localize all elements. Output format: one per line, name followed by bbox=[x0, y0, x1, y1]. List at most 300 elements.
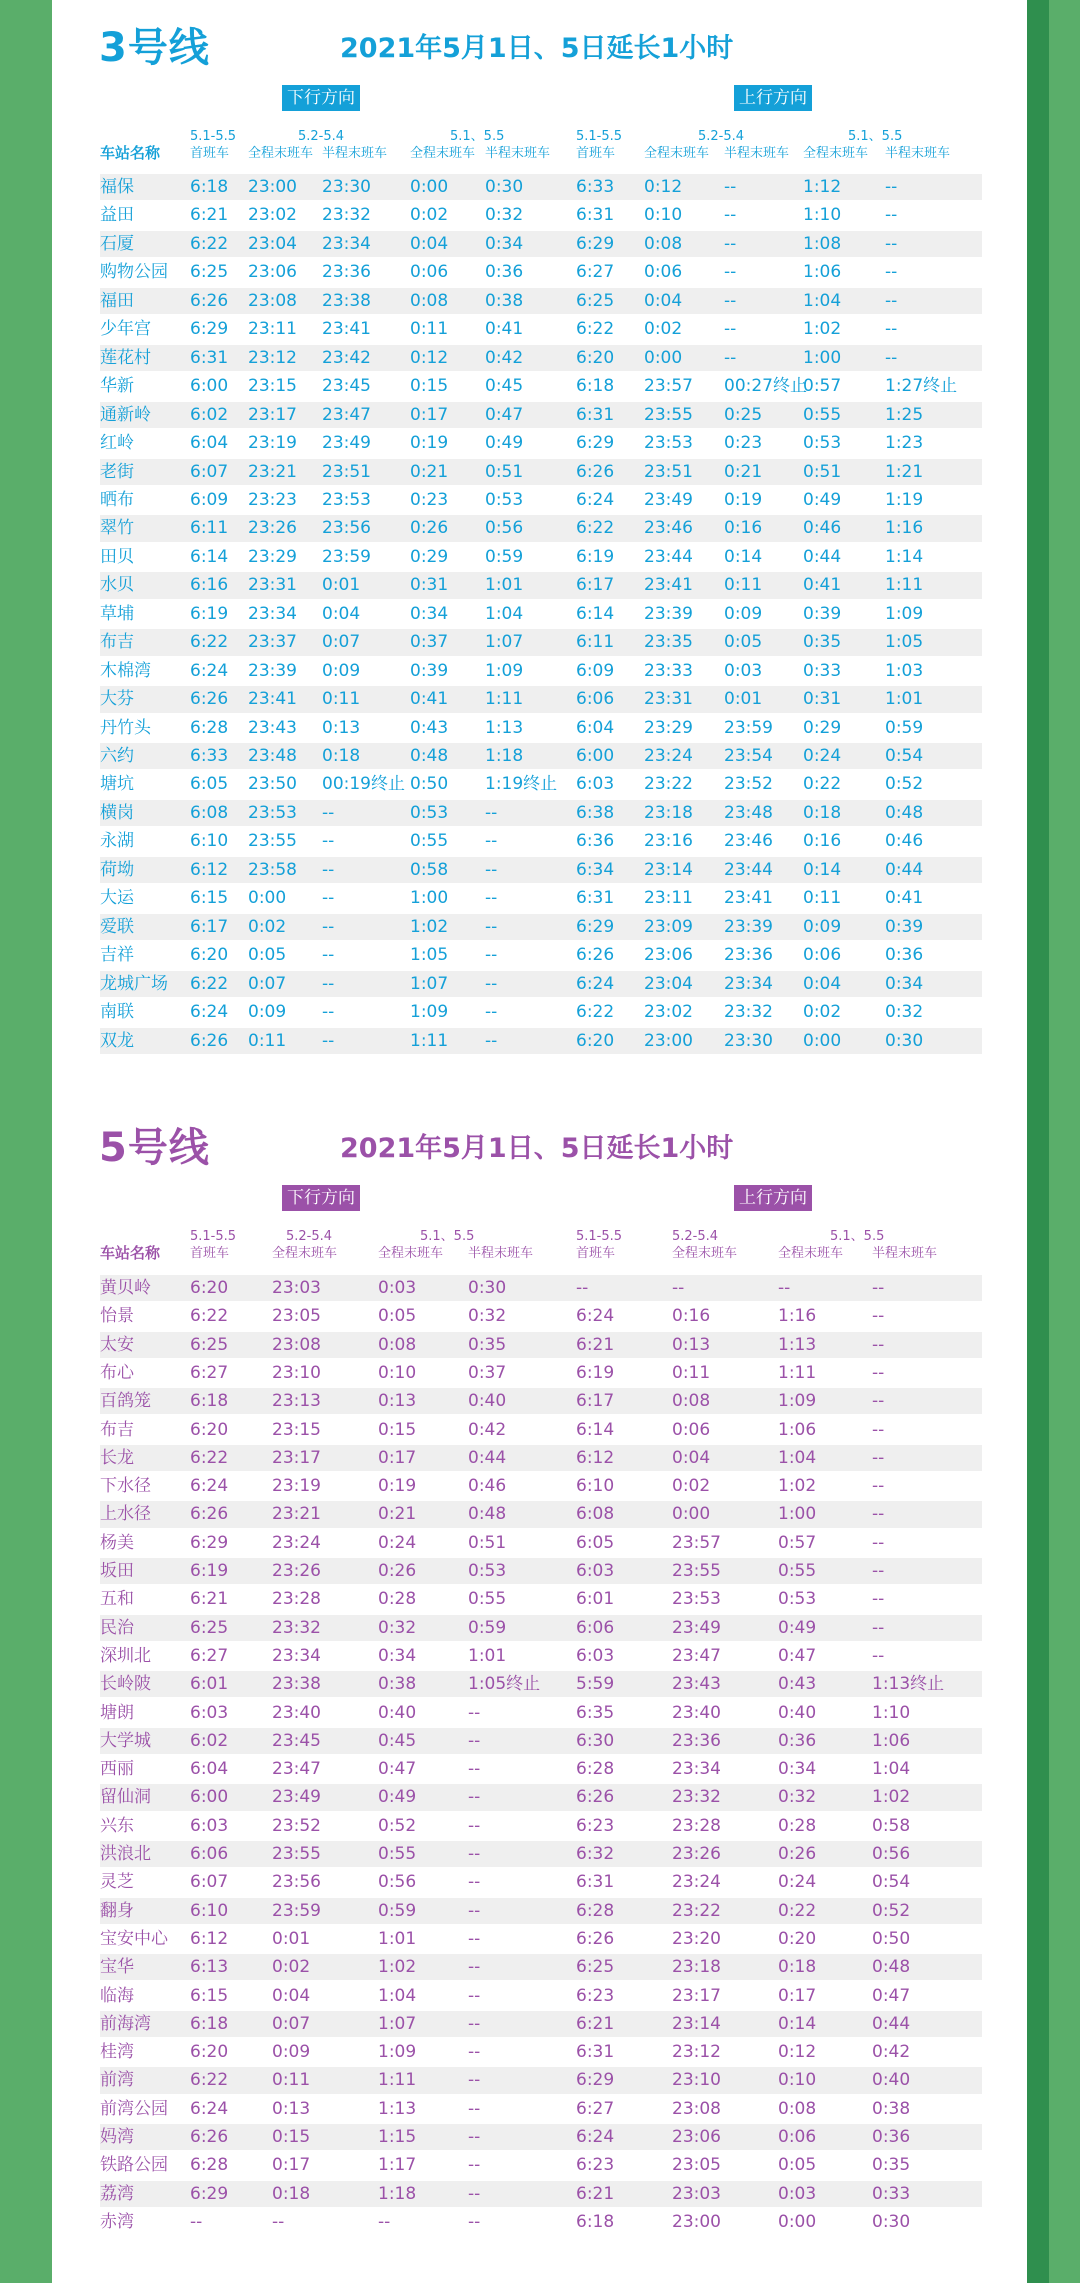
time-cell: 0:41 bbox=[485, 319, 524, 340]
station-name: 大学城 bbox=[100, 1730, 151, 1751]
time-cell: 23:11 bbox=[248, 319, 297, 340]
header-date-range: 5.2-5.4 bbox=[298, 129, 345, 144]
time-cell: 0:10 bbox=[778, 2070, 817, 2091]
time-cell: 23:31 bbox=[248, 575, 297, 596]
time-cell: 1:17 bbox=[378, 2155, 417, 2176]
table-row bbox=[100, 288, 982, 314]
header-date-range: 5.1、5.5 bbox=[848, 129, 903, 144]
time-cell: 6:02 bbox=[190, 404, 229, 425]
time-cell: -- bbox=[885, 290, 898, 311]
table-row bbox=[100, 1417, 982, 1443]
right-dark-stripe bbox=[1027, 0, 1049, 2283]
left-green-stripe bbox=[0, 0, 52, 2283]
time-cell: 0:35 bbox=[468, 1334, 507, 1355]
header-date-range: 5.1-5.5 bbox=[190, 129, 237, 144]
time-cell: 6:21 bbox=[576, 2013, 615, 2034]
time-cell: 0:00 bbox=[248, 888, 287, 909]
time-cell: 0:24 bbox=[378, 1532, 417, 1553]
station-name: 红岭 bbox=[100, 433, 134, 454]
time-cell: 0:51 bbox=[468, 1532, 507, 1553]
time-cell: 0:25 bbox=[724, 404, 763, 425]
table-row bbox=[100, 1473, 982, 1499]
time-cell: 23:04 bbox=[248, 233, 297, 254]
station-name: 前湾公园 bbox=[100, 2098, 168, 2119]
time-cell: -- bbox=[672, 1278, 685, 1298]
time-cell: 23:08 bbox=[248, 290, 297, 311]
time-cell: 0:57 bbox=[803, 376, 842, 397]
time-cell: 23:39 bbox=[248, 660, 297, 681]
time-cell: 6:22 bbox=[190, 1306, 229, 1327]
table-row bbox=[100, 1558, 982, 1584]
time-cell: 23:19 bbox=[272, 1476, 321, 1497]
time-cell: 23:24 bbox=[644, 746, 693, 766]
station-name: 通新岭 bbox=[100, 404, 151, 425]
time-cell: -- bbox=[885, 205, 898, 226]
time-cell: 6:19 bbox=[576, 546, 615, 567]
time-cell: -- bbox=[468, 1702, 481, 1723]
table-row bbox=[100, 800, 982, 826]
time-cell: -- bbox=[724, 177, 737, 197]
time-cell: 0:17 bbox=[378, 1447, 417, 1468]
station-name: 荔湾 bbox=[100, 2183, 134, 2204]
time-cell: -- bbox=[872, 1476, 885, 1497]
table-row bbox=[100, 686, 982, 712]
header-column-label: 全程末班车 bbox=[410, 146, 476, 161]
time-cell: 23:02 bbox=[644, 1002, 693, 1023]
time-cell: 0:23 bbox=[724, 433, 763, 454]
time-cell: 0:05 bbox=[724, 632, 763, 653]
station-name: 妈湾 bbox=[100, 2127, 134, 2147]
time-cell: 0:04 bbox=[803, 973, 842, 994]
time-cell: 23:32 bbox=[672, 1787, 721, 1808]
time-cell: 1:10 bbox=[872, 1702, 911, 1723]
time-cell: 0:53 bbox=[485, 489, 524, 510]
time-cell: 0:46 bbox=[803, 518, 842, 539]
time-cell: 6:09 bbox=[576, 660, 615, 681]
station-name: 翠竹 bbox=[100, 518, 134, 539]
time-cell: 0:55 bbox=[803, 404, 842, 425]
time-cell: 0:50 bbox=[410, 774, 449, 795]
time-cell: 6:07 bbox=[190, 461, 229, 482]
time-cell: 23:56 bbox=[322, 518, 371, 539]
time-cell: 23:00 bbox=[248, 177, 297, 197]
time-cell: 23:43 bbox=[672, 1674, 721, 1695]
time-cell: -- bbox=[468, 2042, 481, 2063]
station-name: 布心 bbox=[100, 1362, 134, 1383]
time-cell: 6:23 bbox=[576, 1815, 615, 1836]
time-cell: 0:36 bbox=[485, 262, 524, 283]
time-cell: -- bbox=[872, 1278, 885, 1298]
line3-up-direction-badge: 上行方向 bbox=[734, 85, 812, 111]
time-cell: 0:35 bbox=[872, 2155, 911, 2176]
time-cell: 23:59 bbox=[272, 1900, 321, 1921]
time-cell: 23:23 bbox=[248, 489, 297, 510]
time-cell: -- bbox=[872, 1391, 885, 1412]
time-cell: 0:12 bbox=[644, 177, 683, 197]
time-cell: 1:06 bbox=[872, 1730, 911, 1751]
time-cell: 6:00 bbox=[190, 376, 229, 397]
time-cell: 23:29 bbox=[644, 717, 693, 738]
time-cell: 0:11 bbox=[803, 888, 842, 909]
time-cell: 23:49 bbox=[272, 1787, 321, 1808]
time-cell: 0:34 bbox=[778, 1759, 817, 1780]
time-cell: 0:30 bbox=[485, 177, 524, 197]
time-cell: 23:55 bbox=[644, 404, 693, 425]
station-name: 怡景 bbox=[100, 1306, 134, 1327]
time-cell: 23:03 bbox=[272, 1278, 321, 1298]
time-cell: 6:26 bbox=[190, 1030, 229, 1051]
time-cell: 23:32 bbox=[322, 205, 371, 226]
time-cell: 0:05 bbox=[778, 2155, 817, 2176]
time-cell: 0:09 bbox=[803, 916, 842, 937]
time-cell: 23:48 bbox=[724, 802, 773, 823]
time-cell: -- bbox=[872, 1447, 885, 1468]
time-cell: 6:38 bbox=[576, 802, 615, 823]
time-cell: 0:36 bbox=[872, 2127, 911, 2147]
time-cell: 0:15 bbox=[272, 2127, 311, 2147]
time-cell: 6:24 bbox=[576, 973, 615, 994]
time-cell: 6:31 bbox=[576, 1872, 615, 1893]
time-cell: 6:20 bbox=[190, 1278, 229, 1298]
time-cell: 0:32 bbox=[485, 205, 524, 226]
time-cell: 6:26 bbox=[576, 461, 615, 482]
time-cell: 6:04 bbox=[190, 1759, 229, 1780]
time-cell: -- bbox=[485, 1002, 498, 1023]
time-cell: 0:13 bbox=[272, 2098, 311, 2119]
time-cell: 6:03 bbox=[576, 1561, 615, 1581]
time-cell: 23:30 bbox=[322, 177, 371, 197]
time-cell: 6:20 bbox=[190, 1419, 229, 1440]
time-cell: 0:49 bbox=[803, 489, 842, 510]
time-cell: 6:03 bbox=[576, 1645, 615, 1666]
station-name: 塘坑 bbox=[100, 774, 134, 795]
time-cell: 0:00 bbox=[803, 1030, 842, 1051]
time-cell: 1:04 bbox=[872, 1759, 911, 1780]
header-date-range: 5.2-5.4 bbox=[286, 1229, 333, 1244]
time-cell: 0:09 bbox=[248, 1002, 287, 1023]
time-cell: 0:51 bbox=[485, 461, 524, 482]
time-cell: 23:40 bbox=[672, 1702, 721, 1723]
time-cell: 0:44 bbox=[885, 859, 924, 880]
time-cell: 0:26 bbox=[378, 1561, 417, 1581]
time-cell: 1:04 bbox=[378, 1985, 417, 2006]
time-cell: 6:23 bbox=[576, 1985, 615, 2006]
time-cell: -- bbox=[468, 2070, 481, 2091]
time-cell: 0:22 bbox=[778, 1900, 817, 1921]
time-cell: -- bbox=[485, 973, 498, 994]
time-cell: 0:46 bbox=[468, 1476, 507, 1497]
time-cell: 23:37 bbox=[248, 632, 297, 653]
time-cell: 6:03 bbox=[576, 774, 615, 795]
station-name: 兴东 bbox=[100, 1815, 134, 1836]
time-cell: 6:03 bbox=[190, 1815, 229, 1836]
time-cell: 0:09 bbox=[322, 660, 361, 681]
time-cell: 23:47 bbox=[672, 1645, 721, 1666]
time-cell: 0:59 bbox=[468, 1617, 507, 1638]
time-cell: 1:14 bbox=[885, 546, 924, 567]
time-cell: 23:55 bbox=[248, 831, 297, 852]
time-cell: 6:22 bbox=[190, 233, 229, 254]
time-cell: 6:25 bbox=[576, 1957, 615, 1978]
table-row bbox=[100, 1445, 982, 1471]
station-name: 前湾 bbox=[100, 2070, 134, 2091]
time-cell: 6:10 bbox=[576, 1476, 615, 1497]
time-cell: 23:02 bbox=[248, 205, 297, 226]
table-row bbox=[100, 1388, 982, 1414]
time-cell: 0:59 bbox=[485, 546, 524, 567]
time-cell: 0:04 bbox=[644, 290, 683, 311]
time-cell: -- bbox=[485, 916, 498, 937]
time-cell: 0:32 bbox=[468, 1306, 507, 1327]
time-cell: 1:07 bbox=[485, 632, 524, 653]
time-cell: 0:09 bbox=[272, 2042, 311, 2063]
time-cell: 23:54 bbox=[724, 746, 773, 766]
table-row bbox=[100, 1028, 982, 1054]
station-name: 赤湾 bbox=[100, 2211, 134, 2232]
time-cell: 0:24 bbox=[778, 1872, 817, 1893]
time-cell: 23:47 bbox=[322, 404, 371, 425]
station-name: 临海 bbox=[100, 1985, 134, 2006]
time-cell: 23:45 bbox=[322, 376, 371, 397]
time-cell: 6:25 bbox=[190, 1334, 229, 1355]
time-cell: 0:47 bbox=[378, 1759, 417, 1780]
time-cell: 6:19 bbox=[190, 603, 229, 624]
time-cell: 6:09 bbox=[190, 489, 229, 510]
station-name: 双龙 bbox=[100, 1030, 134, 1051]
time-cell: 1:01 bbox=[885, 689, 924, 710]
time-cell: 1:01 bbox=[468, 1645, 507, 1666]
time-cell: 0:56 bbox=[378, 1872, 417, 1893]
time-cell: 1:09 bbox=[778, 1391, 817, 1412]
time-cell: 0:33 bbox=[872, 2183, 911, 2204]
time-cell: 6:25 bbox=[576, 290, 615, 311]
time-cell: 0:08 bbox=[672, 1391, 711, 1412]
table-row bbox=[100, 345, 982, 371]
time-cell: 0:02 bbox=[644, 319, 683, 340]
time-cell: 6:24 bbox=[190, 1476, 229, 1497]
time-cell: 0:04 bbox=[322, 603, 361, 624]
station-name: 宝安中心 bbox=[100, 1928, 168, 1949]
time-cell: 0:38 bbox=[378, 1674, 417, 1695]
time-cell: 23:51 bbox=[322, 461, 371, 482]
time-cell: 6:16 bbox=[190, 575, 229, 596]
time-cell: 6:24 bbox=[576, 1306, 615, 1327]
table-row bbox=[100, 1332, 982, 1358]
time-cell: 1:08 bbox=[803, 233, 842, 254]
table-row bbox=[100, 771, 982, 797]
time-cell: 0:03 bbox=[724, 660, 763, 681]
time-cell: 6:06 bbox=[576, 689, 615, 710]
time-cell: 1:05 bbox=[410, 945, 449, 966]
table-row bbox=[100, 971, 982, 997]
station-name: 福田 bbox=[100, 290, 134, 311]
time-cell: 0:53 bbox=[468, 1561, 507, 1581]
time-cell: -- bbox=[485, 1030, 498, 1051]
time-cell: 0:49 bbox=[378, 1787, 417, 1808]
time-cell: 23:21 bbox=[248, 461, 297, 482]
time-cell: 0:11 bbox=[322, 689, 361, 710]
table-row bbox=[100, 1926, 982, 1952]
time-cell: 1:12 bbox=[803, 177, 842, 197]
time-cell: -- bbox=[322, 945, 335, 966]
time-cell: 6:06 bbox=[190, 1844, 229, 1864]
time-cell: 0:48 bbox=[468, 1504, 507, 1525]
time-cell: 6:24 bbox=[190, 660, 229, 681]
time-cell: 0:35 bbox=[803, 632, 842, 653]
station-name: 草埔 bbox=[100, 603, 134, 624]
station-name: 水贝 bbox=[100, 575, 134, 596]
station-name: 灵芝 bbox=[100, 1872, 134, 1893]
time-cell: -- bbox=[885, 347, 898, 368]
time-cell: -- bbox=[468, 1928, 481, 1949]
time-cell: 0:11 bbox=[410, 319, 449, 340]
time-cell: 23:36 bbox=[672, 1730, 721, 1751]
station-name: 宝华 bbox=[100, 1957, 134, 1978]
time-cell: 23:22 bbox=[644, 774, 693, 795]
time-cell: 6:26 bbox=[190, 2127, 229, 2147]
table-row bbox=[100, 1643, 982, 1669]
time-cell: 0:02 bbox=[803, 1002, 842, 1023]
time-cell: 23:51 bbox=[644, 461, 693, 482]
time-cell: 0:31 bbox=[803, 689, 842, 710]
time-cell: 23:59 bbox=[322, 546, 371, 567]
time-cell: 0:02 bbox=[248, 916, 287, 937]
time-cell: 0:13 bbox=[672, 1334, 711, 1355]
time-cell: 6:29 bbox=[576, 2070, 615, 2091]
time-cell: 23:17 bbox=[672, 1985, 721, 2006]
time-cell: -- bbox=[485, 888, 498, 909]
table-row bbox=[100, 259, 982, 285]
header-date-range: 5.1、5.5 bbox=[450, 129, 505, 144]
time-cell: 0:30 bbox=[468, 1278, 507, 1298]
time-cell: -- bbox=[485, 945, 498, 966]
time-cell: 6:22 bbox=[190, 973, 229, 994]
time-cell: 6:10 bbox=[190, 1900, 229, 1921]
time-cell: 23:55 bbox=[672, 1561, 721, 1581]
station-name: 桂湾 bbox=[100, 2042, 134, 2063]
time-cell: 6:12 bbox=[576, 1447, 615, 1468]
time-cell: 1:07 bbox=[378, 2013, 417, 2034]
time-cell: 0:39 bbox=[885, 916, 924, 937]
time-cell: 1:13 bbox=[778, 1334, 817, 1355]
time-cell: 6:08 bbox=[576, 1504, 615, 1525]
time-cell: 6:31 bbox=[576, 404, 615, 425]
time-cell: 0:39 bbox=[410, 660, 449, 681]
time-cell: 0:48 bbox=[872, 1957, 911, 1978]
time-cell: -- bbox=[468, 1844, 481, 1864]
time-cell: 1:16 bbox=[778, 1306, 817, 1327]
header-column-label: 首班车 bbox=[190, 146, 230, 161]
time-cell: 1:15 bbox=[378, 2127, 417, 2147]
station-name: 布吉 bbox=[100, 1419, 134, 1440]
time-cell: 1:00 bbox=[803, 347, 842, 368]
station-name: 黄贝岭 bbox=[100, 1278, 151, 1298]
station-name: 大芬 bbox=[100, 689, 134, 710]
time-cell: 0:17 bbox=[410, 404, 449, 425]
time-cell: 0:02 bbox=[410, 205, 449, 226]
time-cell: 1:05终止 bbox=[468, 1674, 541, 1695]
time-cell: 0:53 bbox=[778, 1589, 817, 1610]
time-cell: 6:00 bbox=[190, 1787, 229, 1808]
time-cell: 0:06 bbox=[644, 262, 683, 283]
station-name: 华新 bbox=[100, 376, 134, 397]
time-cell: 1:11 bbox=[378, 2070, 417, 2091]
time-cell: -- bbox=[724, 262, 737, 283]
time-cell: 23:32 bbox=[724, 1002, 773, 1023]
time-cell: 0:06 bbox=[672, 1419, 711, 1440]
time-cell: 6:28 bbox=[190, 717, 229, 738]
time-cell: 23:17 bbox=[248, 404, 297, 425]
time-cell: 23:28 bbox=[272, 1589, 321, 1610]
table-row bbox=[100, 1784, 982, 1810]
time-cell: 0:44 bbox=[468, 1447, 507, 1468]
time-cell: 0:44 bbox=[872, 2013, 911, 2034]
station-name: 荷坳 bbox=[100, 859, 134, 880]
time-cell: 1:00 bbox=[410, 888, 449, 909]
time-cell: 1:02 bbox=[778, 1476, 817, 1497]
time-cell: 6:22 bbox=[190, 2070, 229, 2091]
time-cell: 0:14 bbox=[724, 546, 763, 567]
time-cell: 0:40 bbox=[468, 1391, 507, 1412]
time-cell: 23:11 bbox=[644, 888, 693, 909]
time-cell: -- bbox=[885, 177, 898, 197]
time-cell: 0:49 bbox=[778, 1617, 817, 1638]
time-cell: 0:26 bbox=[778, 1844, 817, 1864]
table-row bbox=[100, 2152, 982, 2178]
table-row bbox=[100, 914, 982, 940]
time-cell: -- bbox=[468, 2155, 481, 2176]
line5-down-direction-badge: 下行方向 bbox=[282, 1185, 360, 1211]
time-cell: 23:41 bbox=[322, 319, 371, 340]
table-row bbox=[100, 316, 982, 342]
time-cell: 23:04 bbox=[644, 973, 693, 994]
time-cell: 0:58 bbox=[410, 859, 449, 880]
time-cell: 23:26 bbox=[672, 1844, 721, 1864]
time-cell: 6:21 bbox=[576, 2183, 615, 2204]
time-cell: 6:29 bbox=[190, 319, 229, 340]
station-name: 五和 bbox=[100, 1589, 134, 1610]
time-cell: 1:02 bbox=[378, 1957, 417, 1978]
time-cell: 1:11 bbox=[778, 1362, 817, 1383]
station-name: 爱联 bbox=[100, 916, 134, 937]
time-cell: 6:20 bbox=[576, 1030, 615, 1051]
time-cell: -- bbox=[468, 1872, 481, 1893]
time-cell: -- bbox=[322, 1030, 335, 1051]
time-cell: 23:41 bbox=[248, 689, 297, 710]
time-cell: 1:19 bbox=[885, 489, 924, 510]
time-cell: 0:41 bbox=[885, 888, 924, 909]
time-cell: -- bbox=[872, 1589, 885, 1610]
time-cell: 0:47 bbox=[872, 1985, 911, 2006]
time-cell: 6:00 bbox=[576, 746, 615, 766]
time-cell: 0:30 bbox=[885, 1030, 924, 1051]
time-cell: -- bbox=[322, 1002, 335, 1023]
time-cell: 1:23 bbox=[885, 433, 924, 454]
time-cell: 0:02 bbox=[672, 1476, 711, 1497]
time-cell: 0:52 bbox=[885, 774, 924, 795]
time-cell: 0:59 bbox=[378, 1900, 417, 1921]
station-name: 横岗 bbox=[100, 802, 134, 823]
time-cell: 0:00 bbox=[672, 1504, 711, 1525]
time-cell: 0:39 bbox=[803, 603, 842, 624]
time-cell: 6:31 bbox=[190, 347, 229, 368]
table-row bbox=[100, 715, 982, 741]
time-cell: 0:38 bbox=[485, 290, 524, 311]
time-cell: -- bbox=[872, 1561, 885, 1581]
time-cell: 0:37 bbox=[410, 632, 449, 653]
station-name: 丹竹头 bbox=[100, 717, 151, 738]
time-cell: 23:14 bbox=[672, 2013, 721, 2034]
